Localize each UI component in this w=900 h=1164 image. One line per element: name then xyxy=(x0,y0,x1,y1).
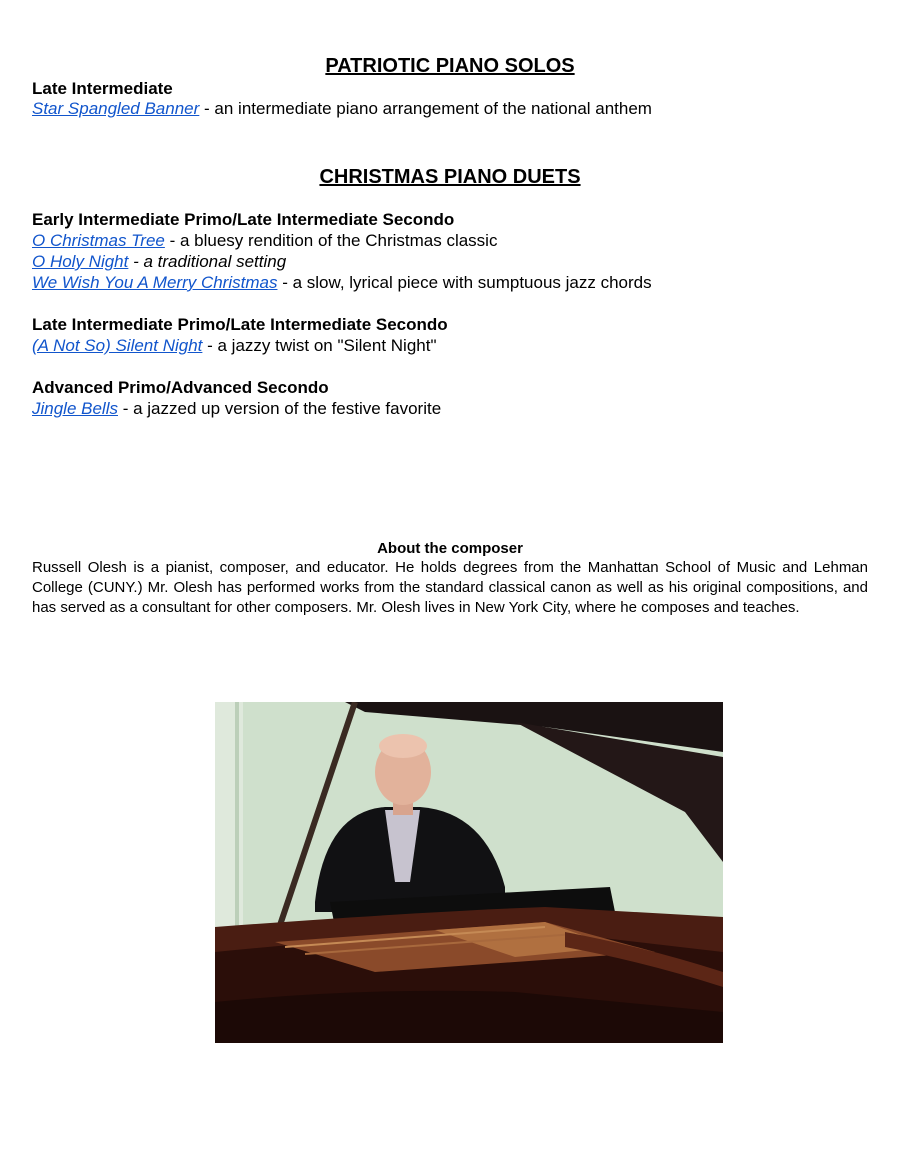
item-description: - a slow, lyrical piece with sumptuous jazz chords xyxy=(277,273,652,292)
o-holy-night-link[interactable]: O Holy Night xyxy=(32,252,129,271)
list-item xyxy=(32,98,652,119)
christmas-heading: CHRISTMAS PIANO DUETS xyxy=(319,166,581,188)
jingle-bells-link[interactable]: Jingle Bells xyxy=(32,399,118,418)
list-item xyxy=(32,335,437,356)
about-title: About the composer xyxy=(377,540,523,557)
silent-night-link[interactable]: (A Not So) Silent Night xyxy=(32,336,203,355)
christmas-group-level: Late Intermediate Primo/Late Intermediate Secondo xyxy=(32,315,448,334)
o-christmas-tree-link[interactable]: O Christmas Tree xyxy=(32,231,165,250)
list-item xyxy=(32,272,652,293)
christmas-group-level: Early Intermediate Primo/Late Intermediate Secondo xyxy=(32,210,455,229)
we-wish-you-link[interactable]: We Wish You A Merry Christmas xyxy=(32,273,278,292)
christmas-group-level: Advanced Primo/Advanced Secondo xyxy=(32,378,329,397)
patriotic-level: Late Intermediate xyxy=(32,79,173,98)
list-item xyxy=(32,398,441,419)
patriotic-heading: PATRIOTIC PIANO SOLOS xyxy=(325,55,575,77)
item-description: - a jazzed up version of the festive favorite xyxy=(118,399,442,418)
about-body: Russell Olesh is a pianist, composer, and educator. He holds degrees from the Manhattan School of Music and Lehman College (CUNY.) Mr. Olesh has performed works from the standard classical canon as well as his original compositions, and has served as a consultant for other composers. Mr. Olesh lives in New York City, where he composes and teaches. xyxy=(32,559,868,616)
item-description: - a bluesy rendition of the Christmas classic xyxy=(164,231,498,250)
list-item xyxy=(32,251,286,272)
item-description: - a jazzy twist on "Silent Night" xyxy=(202,336,437,355)
star-spangled-banner-link[interactable]: Star Spangled Banner xyxy=(32,99,200,118)
list-item xyxy=(32,230,497,251)
item-description: - an intermediate piano arrangement of the national anthem xyxy=(199,99,652,118)
item-description: - a traditional setting xyxy=(128,252,287,271)
composer-photo-image xyxy=(215,702,723,1043)
composer-photo xyxy=(215,702,723,1043)
